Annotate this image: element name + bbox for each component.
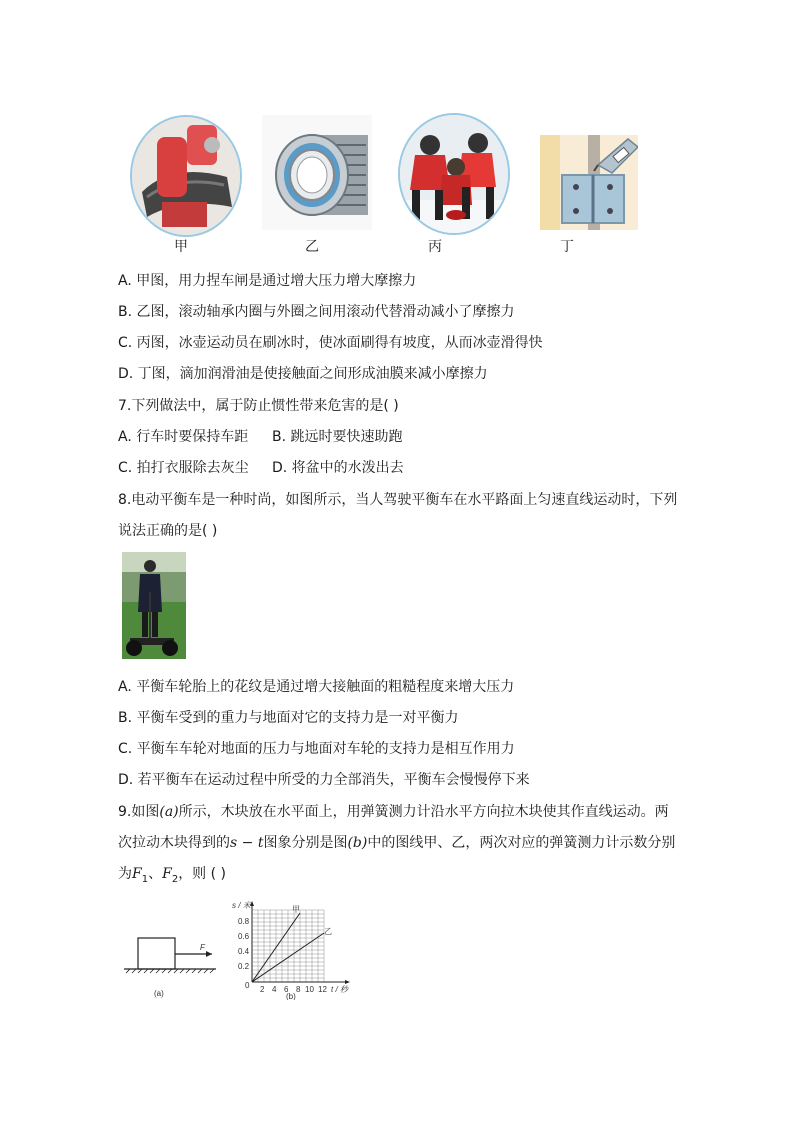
figure-a-caption: (a) [154,989,164,998]
q6-option-d: D. 丁图，滴加润滑油是使接触面之间形成油膜来减小摩擦力 [118,366,488,382]
line-label-jia: 甲 [292,905,300,914]
q9-line3-part-g: ，则 ( ) [178,866,227,882]
q7-option-a: A. 行车时要保持车距 [118,429,249,445]
figure-label-yi: 乙 [305,239,319,255]
figure-label-bing: 丙 [428,239,442,255]
q9-line3-part-a: 为 [118,866,132,882]
force-label: F [200,943,205,952]
wooden-block [138,938,175,969]
x-axis-label: t / 秒 [331,985,348,994]
q9-figure-ref-a: (a) [159,804,179,820]
y-tick-0.4: 0.4 [238,947,250,956]
balance-scooter-illustration [122,552,186,659]
q8-stem-line2: 说法正确的是( ) [118,523,218,539]
q9-line3-separator: 、 [148,866,163,882]
q6-option-c: C. 丙图，冰壶运动员在刷冰时，使冰面刷得有坡度，从而冰壶滑得快 [118,335,543,351]
q9-force-f1-subscript: 1 [141,873,149,885]
q9-line2-part-e: 中的图线甲、乙，两次对应的弹簧测力计示数分别 [367,835,676,851]
q9-s-t-graph-ref: s − t [230,835,264,851]
figure-ding-hinge-oil [540,135,638,230]
y-tick-0.8: 0.8 [238,917,250,926]
figure-yi-bearing [262,115,372,230]
q6-option-b: B. 乙图，滚动轴承内圈与外圈之间用滚动代替滑动减小了摩擦力 [118,304,515,320]
bearing-illustration [262,115,372,230]
q8-stem-line1: 8.电动平衡车是一种时尚，如图所示，当人驾驶平衡车在水平路面上匀速直线运动时，下列 [118,492,678,508]
q8-option-d: D. 若平衡车在运动过程中所受的力全部消失，平衡车会慢慢停下来 [118,772,530,788]
q9-figure-ref-b: (b) [347,835,368,851]
y-tick-0.6: 0.6 [238,932,250,941]
x-tick-10: 10 [305,985,314,994]
bike-brake-illustration [132,117,240,235]
q9-force-f2-symbol: F [162,866,172,882]
q9-line1-part-c: 所示，木块放在水平面上，用弹簧测力计沿水平方向拉木块使其作直线运动。两 [178,804,669,820]
q9-line2-part-a: 次拉动木块得到的 [118,835,230,851]
q6-option-a: A. 甲图，用力捏车闸是通过增大压力增大摩擦力 [118,273,417,289]
x-tick-4: 4 [272,985,277,994]
q7-stem: 7.下列做法中，属于防止惯性带来危害的是( ) [118,398,399,414]
q8-option-b: B. 平衡车受到的重力与地面对它的支持力是一对平衡力 [118,710,459,726]
q8-option-a: A. 平衡车轮胎上的花纹是通过增大接触面的粗糙程度来增大压力 [118,679,515,695]
hinge-oil-illustration [540,135,638,230]
line-label-yi: 乙 [324,927,332,936]
q9-stem-line3 [118,863,226,885]
figure-jia-bike-brake [130,115,242,237]
y-tick-0.2: 0.2 [238,962,250,971]
curling-illustration [400,115,508,233]
q9-force-f2-subscript: 2 [171,873,179,885]
q7-option-c: C. 拍打衣服除去灰尘 [118,460,249,476]
origin-label: 0 [245,981,250,990]
figure-label-ding: 丁 [560,239,574,255]
q7-option-d: D. 将盆中的水泼出去 [272,460,404,476]
figure-bing-curling [398,113,510,235]
figure-balance-scooter-photo [122,552,186,659]
x-tick-2: 2 [260,985,265,994]
q7-option-b: B. 跳远时要快速助跑 [272,429,403,445]
q9-stem-line2 [118,832,675,852]
figure-label-jia: 甲 [174,239,188,255]
y-axis-label: s / 米 [232,901,251,910]
q8-option-c: C. 平衡车车轮对地面的压力与地面对车轮的支持力是相互作用力 [118,741,515,757]
q9-stem-line1 [118,801,669,821]
q9-line2-part-c: 图象分别是图 [263,835,348,851]
x-tick-12: 12 [318,985,327,994]
x-axis-arrow [345,980,350,984]
q9-line1-part-a: 9.如图 [118,804,160,820]
x-tick-6: 6 [284,985,289,994]
x-tick-8: 8 [296,985,301,994]
figure-b-caption: (b) [286,992,296,1000]
force-arrowhead [206,951,212,957]
figure-a-block-diagram [120,930,220,1000]
figure-b-st-graph [228,898,358,1000]
q9-force-f1-symbol: F [132,866,142,882]
graph-grid [252,910,324,982]
